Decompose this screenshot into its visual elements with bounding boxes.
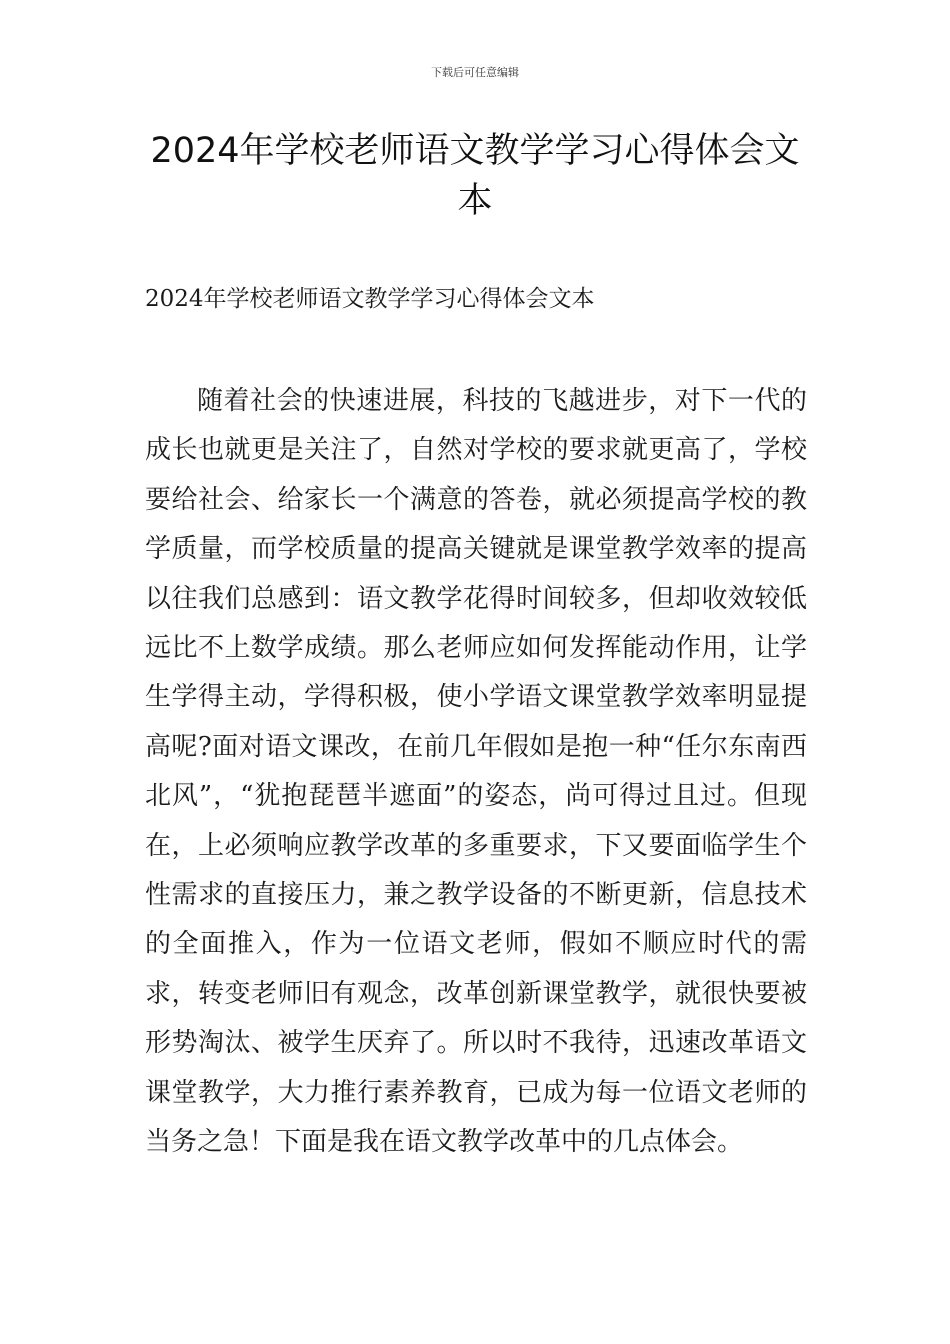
document-title: 2024年学校老师语文教学学习心得体会文本	[150, 131, 800, 221]
header-note: 下载后可任意编辑	[431, 66, 519, 79]
body-paragraph: 随着社会的快速进展，科技的飞越进步，对下一代的成长也就更是关注了，自然对学校的要求就更高了，学校要给社会、给家长一个满意的答卷，就必须提高学校的教学质量，而学校质量的提高关键就是课堂教学效率的提高以往我们总感到：语文教学花得时间较多，但却收效较低远比不上数学成绩。那么老师应如何发挥能动作用，让学生学得主动，学得积极，使小学语文课堂教学效率明显提高呢?面对语文课改，在前几年假如是抱一种“任尔东南西北风”，“犹抱琵琶半遮面”的姿态，尚可得过且过。但现在，上必须响应教学改革的多重要求，下又要面临学生个性需求的直接压力，兼之教学设备的不断更新，信息技术的全面推入，作为一位语文老师，假如不顺应时代的需求，转变老师旧有观念，改革创新课堂教学，就很快要被形势淘汰、被学生厌弃了。所以时不我待，迅速改革语文课堂教学，大力推行素养教育，已成为每一位语文老师的当务之急！下面是我在语文教学改革中的几点体会。	[145, 386, 807, 1158]
document-subtitle: 2024年学校老师语文教学学习心得体会文本	[145, 286, 595, 312]
